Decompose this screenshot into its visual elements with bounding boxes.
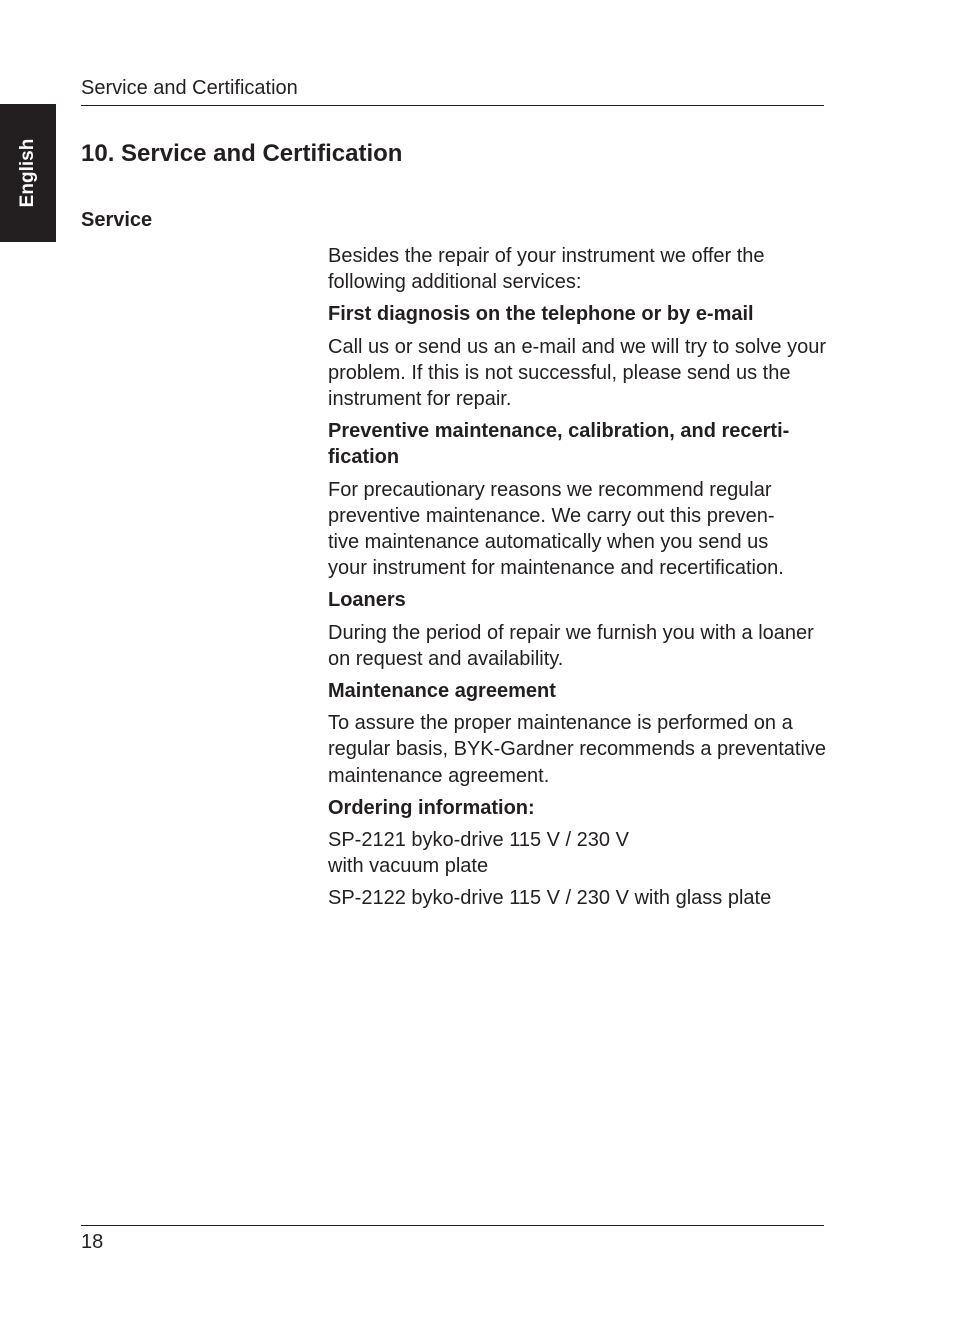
preventive-text-line: For precautionary reasons we recommend regular — [328, 478, 772, 501]
language-tab — [0, 104, 56, 242]
preventive-text-line: tive maintenance automatically when you send us — [328, 531, 769, 554]
ordering-item: SP-2122 byko-drive 115 V / 230 V with glass plate — [328, 887, 772, 910]
preventive-paragraph — [328, 477, 828, 582]
ordering-item-line: with vacuum plate — [328, 855, 489, 878]
ordering-item — [328, 827, 828, 879]
loaners-heading: Loaners — [328, 589, 406, 612]
preventive-text-line: preventive maintenance. We carry out this preven- — [328, 504, 775, 527]
ordering-heading: Ordering information: — [328, 796, 535, 819]
preventive-heading-line: fication — [328, 446, 400, 469]
preventive-heading — [328, 418, 828, 470]
agreement-paragraph: To assure the proper maintenance is performed on a regular basis, BYK-Gardner recommends a preventative maintenance agreement. — [328, 712, 827, 787]
footer-rule — [81, 1225, 824, 1226]
loaners-paragraph: During the period of repair we furnish you with a loaner on request and availability. — [328, 621, 814, 670]
body-content — [328, 243, 828, 918]
chapter-title: 10. Service and Certification — [81, 140, 403, 167]
diagnosis-paragraph: Call us or send us an e-mail and we will try to solve your problem. If this is not successful, please send us the instrument for repair. — [328, 335, 826, 411]
intro-paragraph: Besides the repair of your instrument we offer the following additional services: — [328, 245, 765, 294]
running-header: Service and Certification — [81, 77, 298, 99]
language-tab-label: English — [17, 138, 38, 208]
page-number: 18 — [81, 1231, 104, 1253]
section-title: Service — [81, 209, 153, 231]
header-rule — [81, 105, 824, 106]
ordering-item-line: SP-2121 byko-drive 115 V / 230 V — [328, 829, 629, 852]
agreement-heading: Maintenance agreement — [328, 680, 556, 703]
preventive-text-line: your instrument for maintenance and recertification. — [328, 557, 784, 580]
preventive-heading-line: Preventive maintenance, calibration, and recerti- — [328, 420, 790, 443]
diagnosis-heading: First diagnosis on the telephone or by e-mail — [328, 303, 754, 326]
